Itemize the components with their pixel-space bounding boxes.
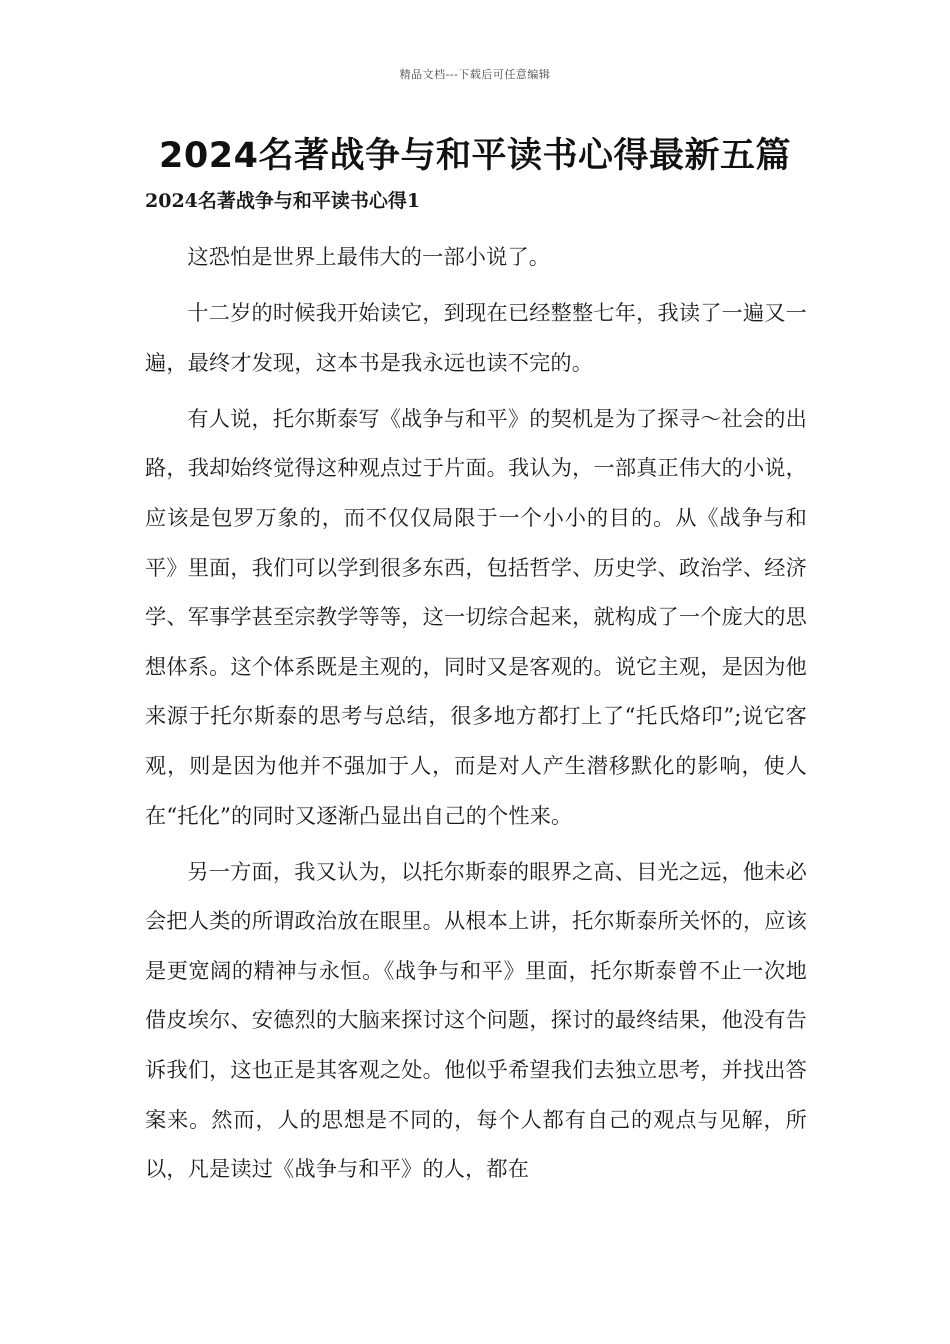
document-title: 2024名著战争与和平读书心得最新五篇 xyxy=(159,136,791,176)
paragraph-3: 有人说，托尔斯泰写《战争与和平》的契机是为了探寻～社会的出路，我却始终觉得这种观点过于片面。我认为，一部真正伟大的小说，应该是包罗万象的，而不仅仅局限于一个小小的目的。从《战争与和平》里面，我们可以学到很多东西，包括哲学、历史学、政治学、经济学、军事学甚至宗教学等等，这一切综合起来，就构成了一个庞大的思想体系。这个体系既是主观的，同时又是客观的。说它主观，是因为他来源于托尔斯泰的思考与总结，很多地方都打上了“托氏烙印”;说它客观，则是因为他并不强加于人，而是对人产生潜移默化的影响，使人在“托化”的同时又逐渐凸显出自己的个性来。 xyxy=(145,405,807,828)
body-text xyxy=(145,232,807,1200)
paragraph-1: 这恐怕是世界上最伟大的一部小说了。 xyxy=(187,244,551,269)
header-note: 精品文档---下载后可任意编辑 xyxy=(399,68,551,81)
paragraph-2: 十二岁的时候我开始读它，到现在已经整整七年，我读了一遍又一遍，最终才发现，这本书是我永远也读不完的。 xyxy=(145,300,807,375)
paragraph-4: 另一方面，我又认为，以托尔斯泰的眼界之高、目光之远，他未必会把人类的所谓政治放在眼里。从根本上讲，托尔斯泰所关怀的，应该是更宽阔的精神与永恒。《战争与和平》里面，托尔斯泰曾不止一次地借皮埃尔、安德烈的大脑来探讨这个问题，探讨的最终结果，他没有告诉我们，这也正是其客观之处。他似乎希望我们去独立思考，并找出答案来。然而，人的思想是不同的，每个人都有自己的观点与见解，所以，凡是读过《战争与和平》的人，都在 xyxy=(145,858,807,1182)
section-heading: 2024名著战争与和平读书心得1 xyxy=(145,190,421,212)
